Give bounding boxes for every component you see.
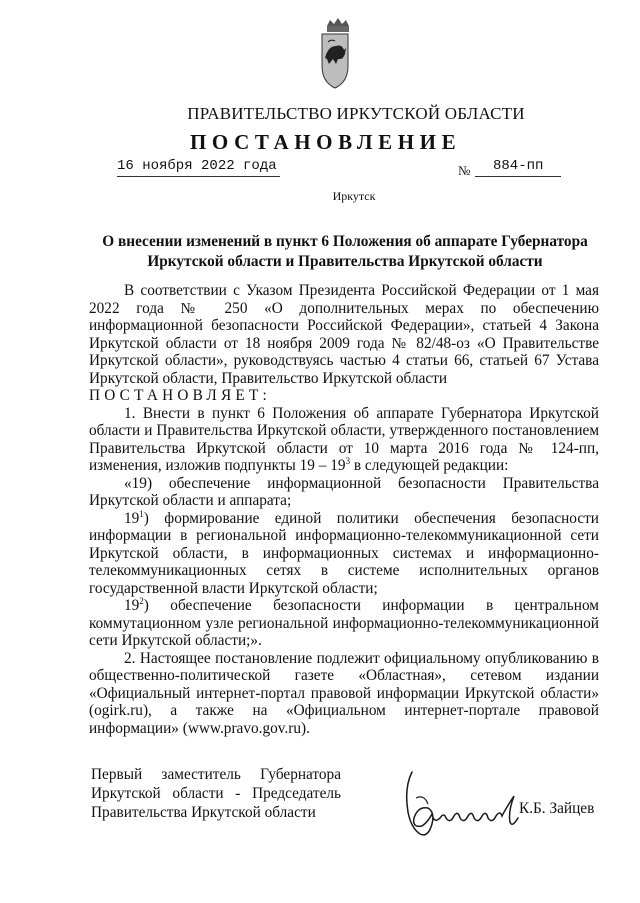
subitem-19-paragraph: «19) обеспечение информационной безопасности Правительства Иркутской области и аппарата;	[89, 474, 599, 509]
item-2-paragraph: 2. Настоящее постановление подлежит официальному опубликованию в общественно-политической газете «Областная», сетевом издании «Официальный интернет-портал правовой информации Иркутской области» (ogirk.ru), а также на «Официальном интернет-портале правовой информации» (www.pravo.gov.ru).	[89, 649, 599, 737]
item-1-tail: в следующей редакции:	[350, 457, 509, 474]
signer-name: К.Б. Зайцев	[519, 800, 595, 817]
item-1-text: 1. Внести в пункт 6 Положения об аппарате Губернатора Иркутской области и Правительства Иркутской области, утвержденного постановлением Правительства Иркутской области от 10 марта 2016 года № 124-пп, изменения, изложив подпункты 19 – 19	[89, 404, 599, 474]
subitem-number: 19	[124, 509, 140, 527]
coat-of-arms-emblem	[318, 12, 352, 96]
document-title	[90, 232, 600, 272]
subitem-paren: )	[143, 597, 149, 614]
signer-line: Правительства Иркутской области	[91, 804, 316, 821]
subitem-19-1-paragraph	[89, 510, 599, 598]
document-date: 16 ноября 2022 года	[117, 158, 280, 177]
subitem-sup: 1	[139, 508, 144, 519]
item-1-paragraph	[89, 405, 599, 475]
document-number: 884-пп	[475, 158, 561, 177]
document-body	[89, 282, 599, 737]
title-line: О внесении изменений в пункт 6 Положения об аппарате Губернатора	[102, 233, 588, 250]
subitem-sup: 2	[139, 595, 144, 606]
item-1-sup: 3	[345, 455, 351, 466]
organization-heading: ПРАВИТЕЛЬСТВО ИРКУТСКОЙ ОБЛАСТИ	[187, 104, 525, 123]
subitem-19-2-paragraph	[89, 597, 599, 650]
number-sign: №	[458, 163, 471, 178]
signer-position	[91, 765, 341, 822]
subitem-text: формирование единой политики обеспечения безопасности информации в региональной информационно-телекоммуникационной сети Иркутской области, в информационных системах и информационно-телекоммуникационных сетях в системе исполнительных органов государственной власти Иркутской области;	[89, 509, 599, 597]
preamble-paragraph: В соответствии с Указом Президента Российской Федерации от 1 мая 2022 года № 250 «О дополнительных мерах по обеспечению информационной безопасности Российской Федерации», статьей 4 Закона Иркутской области от 18 ноября 2009 года № 82/48-оз «О Правительстве Иркутской области», руководствуясь частью 4 статьи 66, статьей 67 Устава Иркутской области, Правительство Иркутской области	[89, 282, 599, 387]
subitem-text: обеспечение безопасности информации в центральном коммутационном узле региональной информационно-телекоммуникационной сети Иркутской области;».	[89, 597, 599, 649]
signer-line: Иркутской области - Председатель	[91, 785, 341, 802]
subitem-paren: )	[143, 509, 149, 527]
signer-line: Первый заместитель Губернатора	[91, 766, 341, 783]
document-type-heading: ПОСТАНОВЛЕНИЕ	[190, 130, 462, 154]
subitem-number: 19	[124, 597, 140, 614]
title-line: Иркутской области и Правительства Иркутской области	[147, 253, 543, 270]
decree-word: ПОСТАНОВЛЯЕТ:	[89, 387, 271, 404]
city-label: Иркутск	[332, 189, 376, 203]
handwritten-signature	[398, 768, 533, 858]
